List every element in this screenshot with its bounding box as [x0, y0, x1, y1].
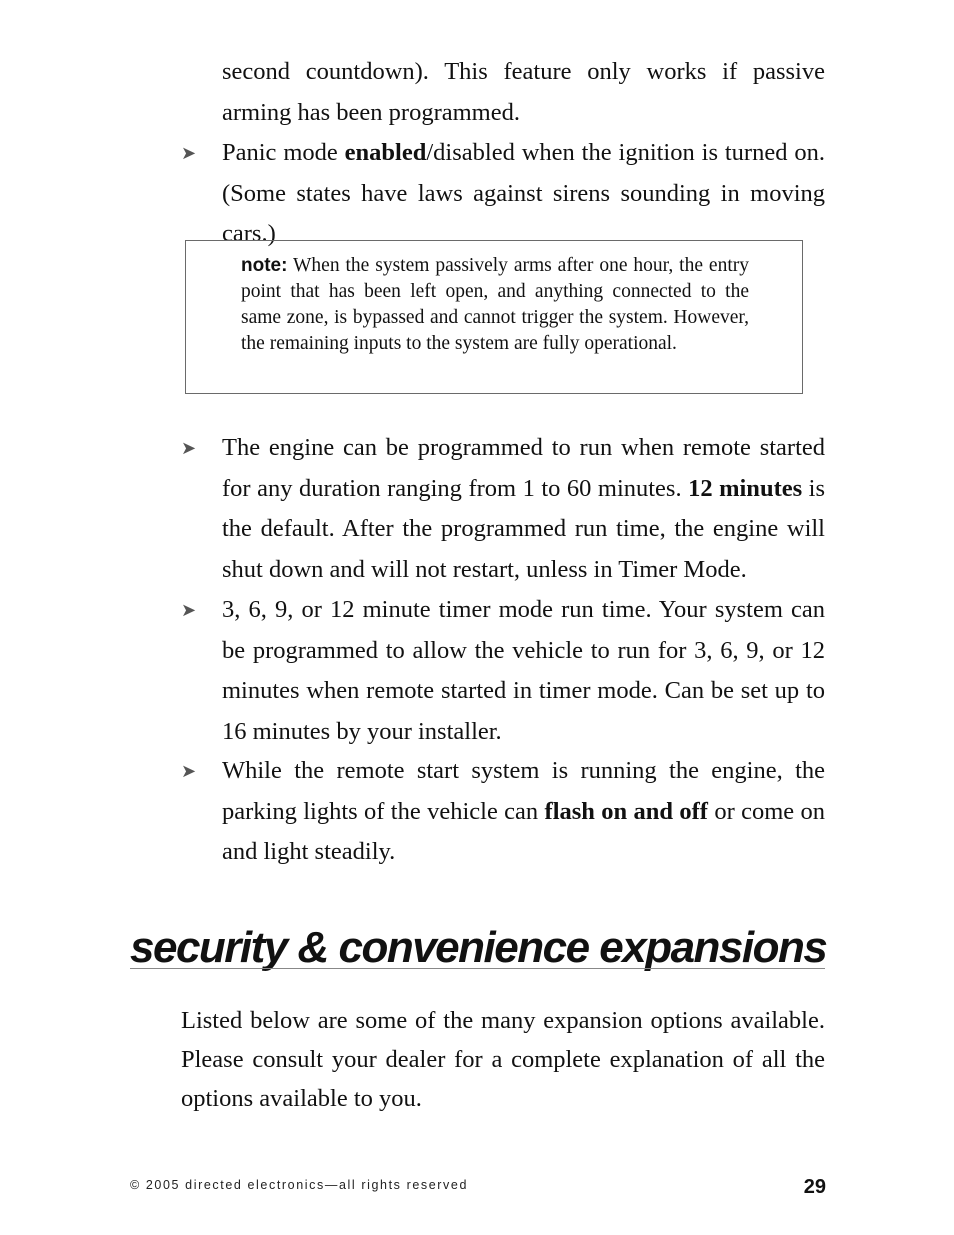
arrow-bullet-icon: ➤ — [181, 761, 197, 781]
arrow-bullet-icon: ➤ — [181, 600, 197, 620]
panic-enabled-default: enabled — [344, 139, 427, 166]
bullet-timer-text: 3, 6, 9, or 12 minute timer mode run time. Your system can be programmed to allow the vehicle to run for 3, 6, 9, or 12 minutes when remote started in timer mode. Can be set up to 16 minutes by your installer. — [222, 596, 825, 745]
arrow-bullet-icon: ➤ — [181, 143, 197, 163]
bullet-panic-mode — [181, 133, 825, 255]
bullet-lights-text: While the remote start system is running the engine, the parking lights of the vehicle can flash on and off or come on and light steadily. — [222, 757, 825, 865]
section-underline — [130, 968, 825, 969]
bullet-parking-lights — [181, 751, 825, 873]
note-box — [185, 240, 803, 394]
section-title: security & convenience expansions — [130, 923, 827, 972]
page-number: 29 — [803, 1176, 826, 1198]
note-text: note: When the system passively arms after one hour, the entry point that has been left open, and anything connected to the same zone, is bypassed and cannot trigger the system. However, the remaining inputs to the system are fully operational. — [241, 255, 749, 354]
bullet-panic-text: Panic mode enabled/disabled when the ignition is turned on. (Some states have laws against sirens sounding in moving cars.) — [222, 139, 825, 247]
note-label: note: — [241, 255, 288, 276]
bullet-timer-mode — [181, 590, 825, 752]
footer-copyright: © 2005 directed electronics—all rights reserved — [130, 1178, 469, 1192]
bullet-engine-runtime — [181, 428, 825, 590]
engine-default-runtime: 12 minutes — [688, 474, 803, 502]
lights-flash-default: flash on and off — [544, 797, 708, 825]
continuation-paragraph: second countdown). This feature only works if passive arming has been programmed. — [222, 58, 825, 126]
section-intro: Listed below are some of the many expansion options available. Please consult your dealer for a complete explanation of all the options available to you. — [181, 1007, 825, 1112]
bullet-engine-text: The engine can be programmed to run when remote started for any duration ranging from 1 to 60 minutes. 12 minutes is the default. After the programmed run time, the engine will shut down and will not restart, unless in Timer Mode. — [222, 434, 825, 583]
arrow-bullet-icon: ➤ — [181, 438, 197, 458]
